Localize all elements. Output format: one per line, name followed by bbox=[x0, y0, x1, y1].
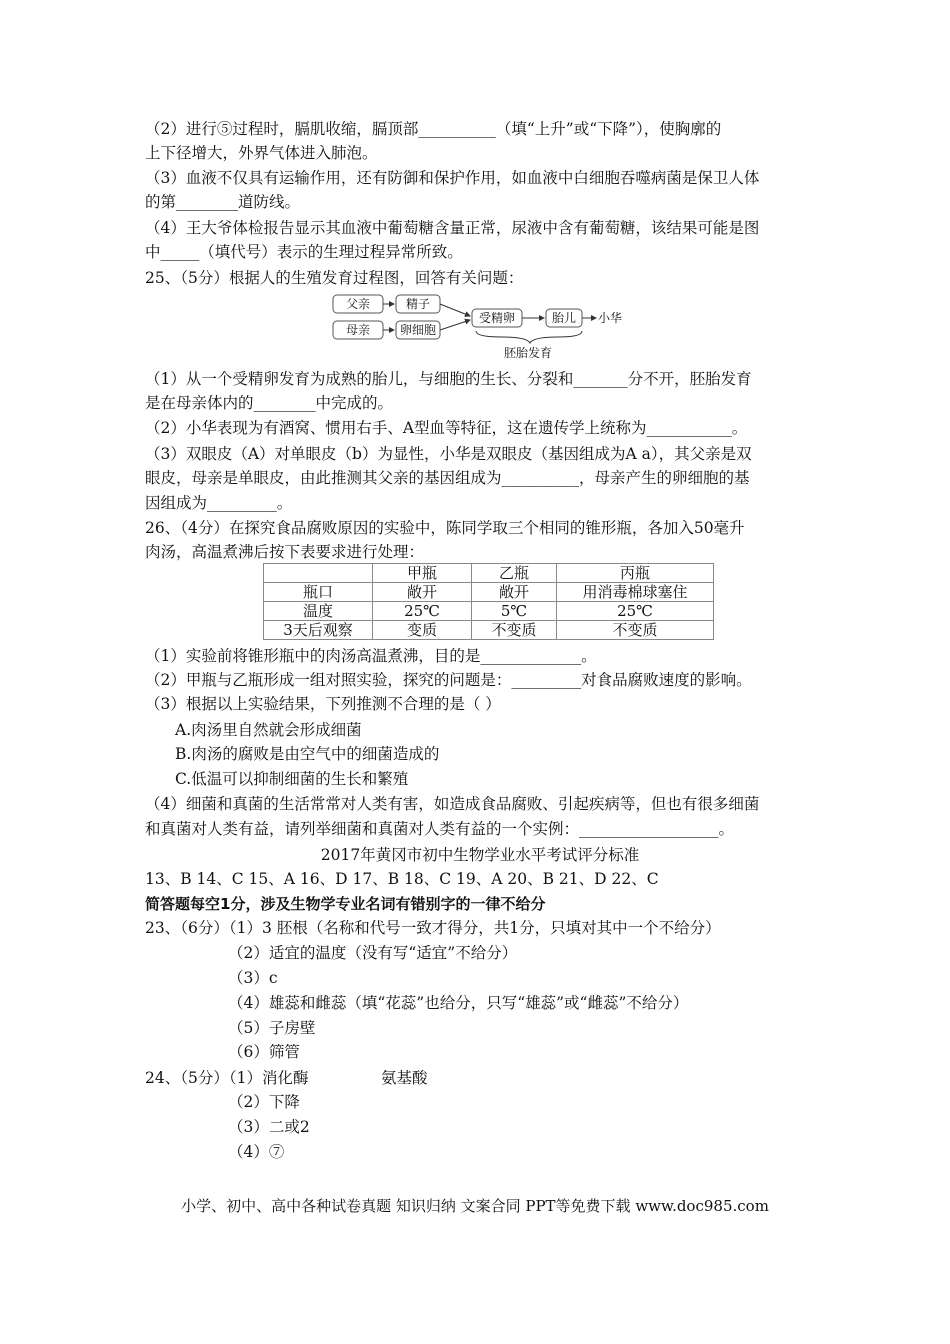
q23-answer-lead: 23、（6分）（1）3 胚根（名称和代号一致才得分，共1分，只填对其中一个不给分） bbox=[145, 919, 721, 937]
table-cell: 不变质 bbox=[557, 621, 714, 640]
q26-part4-line1: （4）细菌和真菌的生活常常对人类有害，如造成食品腐败、引起疾病等，但也有很多细菌 bbox=[145, 795, 760, 813]
q23-answer-6: （6）筛管 bbox=[228, 1043, 300, 1061]
table-cell: 25℃ bbox=[373, 602, 472, 621]
sperm-box bbox=[396, 295, 440, 313]
table-cell: 25℃ bbox=[557, 602, 714, 621]
q23-answer-4: （4）雄蕊和雌蕊（填“花蕊”也给分，只写“雄蕊”或“雌蕊”不给分） bbox=[228, 994, 689, 1012]
table-row bbox=[264, 583, 714, 602]
q24-answer-4: （4）⑦ bbox=[228, 1143, 285, 1161]
q24-part4-line2: 中_____（填代号）表示的生理过程异常所致。 bbox=[145, 243, 463, 261]
father-box bbox=[333, 295, 383, 313]
table-header-cell bbox=[264, 564, 373, 583]
q26-part1: （1）实验前将锥形瓶中的肉汤高温煮沸，目的是_____________。 bbox=[145, 647, 597, 665]
fetus-box bbox=[546, 309, 582, 327]
embryo-development-label: 胚胎发育 bbox=[503, 346, 553, 360]
q23-answer-5: （5）子房壁 bbox=[228, 1019, 316, 1037]
egg-label: 卵细胞 bbox=[399, 323, 437, 337]
table-row bbox=[264, 621, 714, 640]
grading-note: 简答题每空1分，涉及生物学专业名词有错别字的一律不给分 bbox=[145, 895, 546, 913]
q23-answer-3: （3）c bbox=[228, 969, 278, 987]
q25-part2: （2）小华表现为有酒窝、惯用右手、A型血等特征，这在遗传学上统称为___________。 bbox=[145, 419, 748, 437]
q25-part1-line2: 是在母亲体内的________中完成的。 bbox=[145, 394, 394, 412]
egg-box bbox=[396, 321, 440, 339]
experiment-table bbox=[263, 563, 714, 640]
q25-part3-line3: 因组成为_________。 bbox=[145, 494, 293, 512]
table-header-cell: 甲瓶 bbox=[373, 564, 472, 583]
mother-box bbox=[333, 321, 383, 339]
q26-part2: （2）甲瓶与乙瓶形成一组对照实验，探究的问题是：_________对食品腐败速度的影响。 bbox=[145, 671, 752, 689]
q24-answer-3: （3）二或2 bbox=[228, 1118, 310, 1136]
table-cell: 敞开 bbox=[373, 583, 472, 602]
table-cell: 不变质 bbox=[472, 621, 557, 640]
q25-part3-line2: 眼皮，母亲是单眼皮，由此推测其父亲的基因组成为__________，母亲产生的卵细胞的基 bbox=[145, 469, 750, 487]
q25-part3-line1: （3）双眼皮（A）对单眼皮（b）为显性，小华是双眼皮（基因组成为A a），其父亲是双 bbox=[145, 445, 752, 463]
table-header-row bbox=[264, 564, 714, 583]
q24-answer-lead: 24、（5分）（1）消化酶 bbox=[145, 1069, 309, 1087]
footer-text: 小学、初中、高中各种试卷真题 知识归纳 文案合同 PPT等免费下载 www.doc985.com bbox=[181, 1197, 769, 1215]
table-cell: 3天后观察 bbox=[264, 621, 373, 640]
q26-part3: （3）根据以上实验结果，下列推测不合理的是（ ） bbox=[145, 695, 501, 713]
table-row bbox=[264, 602, 714, 621]
q26-title-line2: 肉汤，高温煮沸后按下表要求进行处理： bbox=[145, 543, 425, 561]
q26-title-line1: 26、（4分）在探究食品腐败原因的实验中，陈同学取三个相同的锥形瓶，各加入50毫升 bbox=[145, 519, 745, 537]
mc-answers: 13、B 14、C 15、A 16、D 17、B 18、C 19、A 20、B 21、D 22、C bbox=[145, 870, 659, 888]
q23-answer-2: （2）适宜的温度（没有写“适宜”不给分） bbox=[228, 944, 518, 962]
q24-part3-line2: 的第________道防线。 bbox=[145, 193, 301, 211]
q24-part3-line1: （3）血液不仅具有运输作用，还有防御和保护作用，如血液中白细胞吞噬病菌是保卫人体 bbox=[145, 169, 760, 187]
father-label: 父亲 bbox=[345, 297, 371, 311]
child-label: 小华 bbox=[598, 311, 623, 325]
zygote-box bbox=[472, 309, 522, 327]
table-cell: 变质 bbox=[373, 621, 472, 640]
reproduction-flow-diagram bbox=[330, 292, 630, 362]
table-cell: 用消毒棉球塞住 bbox=[557, 583, 714, 602]
q24-answer-lead-b: 氨基酸 bbox=[381, 1069, 428, 1087]
zygote-label: 受精卵 bbox=[478, 311, 516, 325]
q25-part1-line1: （1）从一个受精卵发育为成熟的胎儿，与细胞的生长、分裂和_______分不开，胚胎发育 bbox=[145, 370, 752, 388]
q24-part2-line1: （2）进行⑤过程时，膈肌收缩，膈顶部__________（填“上升”或“下降”），使胸廓的 bbox=[145, 120, 722, 138]
table-cell: 瓶口 bbox=[264, 583, 373, 602]
q25-title: 25、（5分）根据人的生殖发育过程图，回答有关问题： bbox=[145, 269, 524, 287]
answers-heading: 2017年黄冈市初中生物学业水平考试评分标准 bbox=[320, 846, 640, 864]
q26-part4-line2: 和真菌对人类有益，请列举细菌和真菌对人类有益的一个实例：__________________。 bbox=[145, 820, 735, 838]
table-cell: 5℃ bbox=[472, 602, 557, 621]
table-cell: 温度 bbox=[264, 602, 373, 621]
q26-option-a: A.肉汤里自然就会形成细菌 bbox=[175, 721, 362, 739]
q24-answer-2: （2）下降 bbox=[228, 1093, 300, 1111]
table-header-cell: 乙瓶 bbox=[472, 564, 557, 583]
arrow-sperm-zygote bbox=[440, 304, 470, 316]
mother-label: 母亲 bbox=[345, 323, 371, 337]
embryo-brace bbox=[476, 331, 582, 343]
q24-part2-line2: 上下径增大，外界气体进入肺泡。 bbox=[145, 144, 378, 162]
q26-option-b: B.肉汤的腐败是由空气中的细菌造成的 bbox=[175, 745, 440, 763]
fetus-label: 胎儿 bbox=[551, 311, 577, 325]
q26-option-c: C.低温可以抑制细菌的生长和繁殖 bbox=[175, 770, 409, 788]
sperm-label: 精子 bbox=[405, 297, 431, 311]
arrow-egg-zygote bbox=[440, 320, 470, 330]
q24-part4-line1: （4）王大爷体检报告显示其血液中葡萄糖含量正常，尿液中含有葡萄糖，该结果可能是图 bbox=[145, 219, 760, 237]
table-cell: 敞开 bbox=[472, 583, 557, 602]
table-header-cell: 丙瓶 bbox=[557, 564, 714, 583]
